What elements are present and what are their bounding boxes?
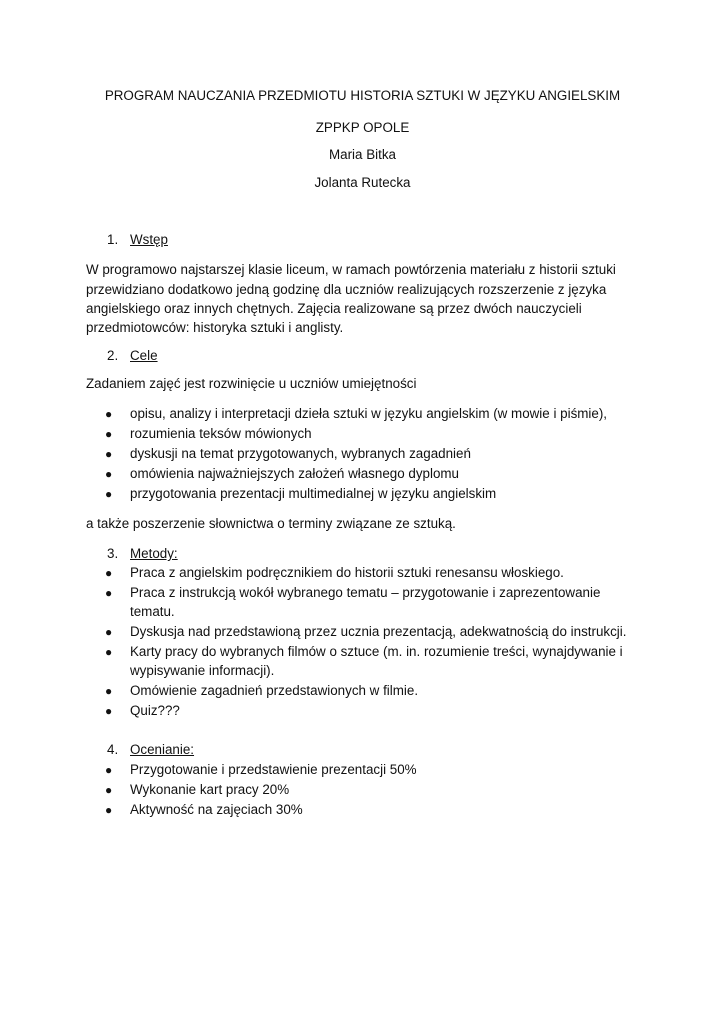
section-heading-cele: Cele: [130, 348, 158, 363]
bullet-dot-icon: ●: [105, 625, 113, 639]
bullet-dot-icon: ●: [105, 407, 113, 421]
heading-colon: :: [173, 546, 178, 561]
bullet-dot-icon: ●: [105, 566, 113, 580]
paragraph-line: a także poszerzenie słownictwa o terminy związane ze sztuką.: [86, 516, 456, 531]
section-heading-ocenianie: Ocenianie:: [130, 742, 195, 757]
list-item: przygotowania prezentacji multimedialnej w języku angielskim: [130, 486, 497, 501]
list-item: dyskusji na temat przygotowanych, wybranych zagadnień: [130, 446, 471, 461]
bullet-dot-icon: ●: [105, 704, 113, 718]
bullet-dot-icon: ●: [105, 586, 113, 600]
bullet-dot-icon: ●: [105, 427, 113, 441]
document-title: PROGRAM NAUCZANIA PRZEDMIOTU HISTORIA SZTUKI W JĘZYKU ANGIELSKIM: [104, 88, 621, 103]
bullet-dot-icon: ●: [105, 684, 113, 698]
list-item: Karty pracy do wybranych filmów o sztuce (m. in. rozumienie treści, wynajdywanie i: [130, 644, 623, 659]
list-item: Przygotowanie i przedstawienie prezentacji 50%: [130, 762, 417, 777]
bullet-dot-icon: ●: [105, 645, 113, 659]
list-item: Aktywność na zajęciach 30%: [130, 802, 303, 817]
bullet-dot-icon: ●: [105, 447, 113, 461]
list-item: opisu, analizy i interpretacji dzieła sztuki w języku angielskim (w mowie i piśmie),: [130, 406, 608, 421]
bullet-dot-icon: ●: [105, 783, 113, 797]
paragraph-line: W programowo najstarszej klasie liceum, w ramach powtórzenia materiału z historii sztuki: [86, 262, 616, 277]
list-item: Praca z instrukcją wokół wybranego tematu – przygotowanie i zaprezentowanie: [130, 585, 601, 600]
section-heading-metody: [130, 544, 178, 564]
section-number: 1.: [107, 232, 119, 247]
paragraph-line: przedmiotowców: historyka sztuki i anglisty.: [86, 320, 344, 335]
list-item: omówienia najważniejszych założeń własnego dyplomu: [130, 466, 459, 481]
bullet-dot-icon: ●: [105, 763, 113, 777]
section-heading-label: Metody: [130, 546, 174, 561]
section-heading-wstep: Wstęp: [130, 232, 168, 247]
list-item: Quiz???: [130, 703, 180, 718]
author-name: Jolanta Rutecka: [314, 175, 411, 190]
section-number: 3.: [107, 546, 119, 561]
bullet-dot-icon: ●: [105, 803, 113, 817]
list-item: rozumienia teksów mówionych: [130, 426, 312, 441]
bullet-dot-icon: ●: [105, 467, 113, 481]
list-item-continuation: wypisywanie informacji).: [130, 663, 275, 678]
section-number: 4.: [107, 742, 119, 757]
list-item: Dyskusja nad przedstawioną przez ucznia prezentacją, adekwatnością do instrukcji.: [130, 624, 627, 639]
list-item: Praca z angielskim podręcznikiem do historii sztuki renesansu włoskiego.: [130, 565, 564, 580]
school-name: ZPPKP OPOLE: [315, 120, 410, 135]
author-name: Maria Bitka: [329, 147, 396, 162]
paragraph-line: przewidziano dodatkowo jedną godzinę dla uczniów realizujących rozszerzenie z języka: [86, 282, 607, 297]
list-item-continuation: tematu.: [130, 604, 175, 619]
paragraph-line: Zadaniem zajęć jest rozwinięcie u uczniów umiejętności: [86, 376, 417, 391]
list-item: Omówienie zagadnień przedstawionych w filmie.: [130, 683, 419, 698]
paragraph-line: angielskiego oraz innych chętnych. Zajęcia realizowane są przez dwóch nauczycieli: [86, 301, 582, 316]
section-number: 2.: [107, 348, 119, 363]
list-item: Wykonanie kart pracy 20%: [130, 782, 290, 797]
bullet-dot-icon: ●: [105, 487, 113, 501]
